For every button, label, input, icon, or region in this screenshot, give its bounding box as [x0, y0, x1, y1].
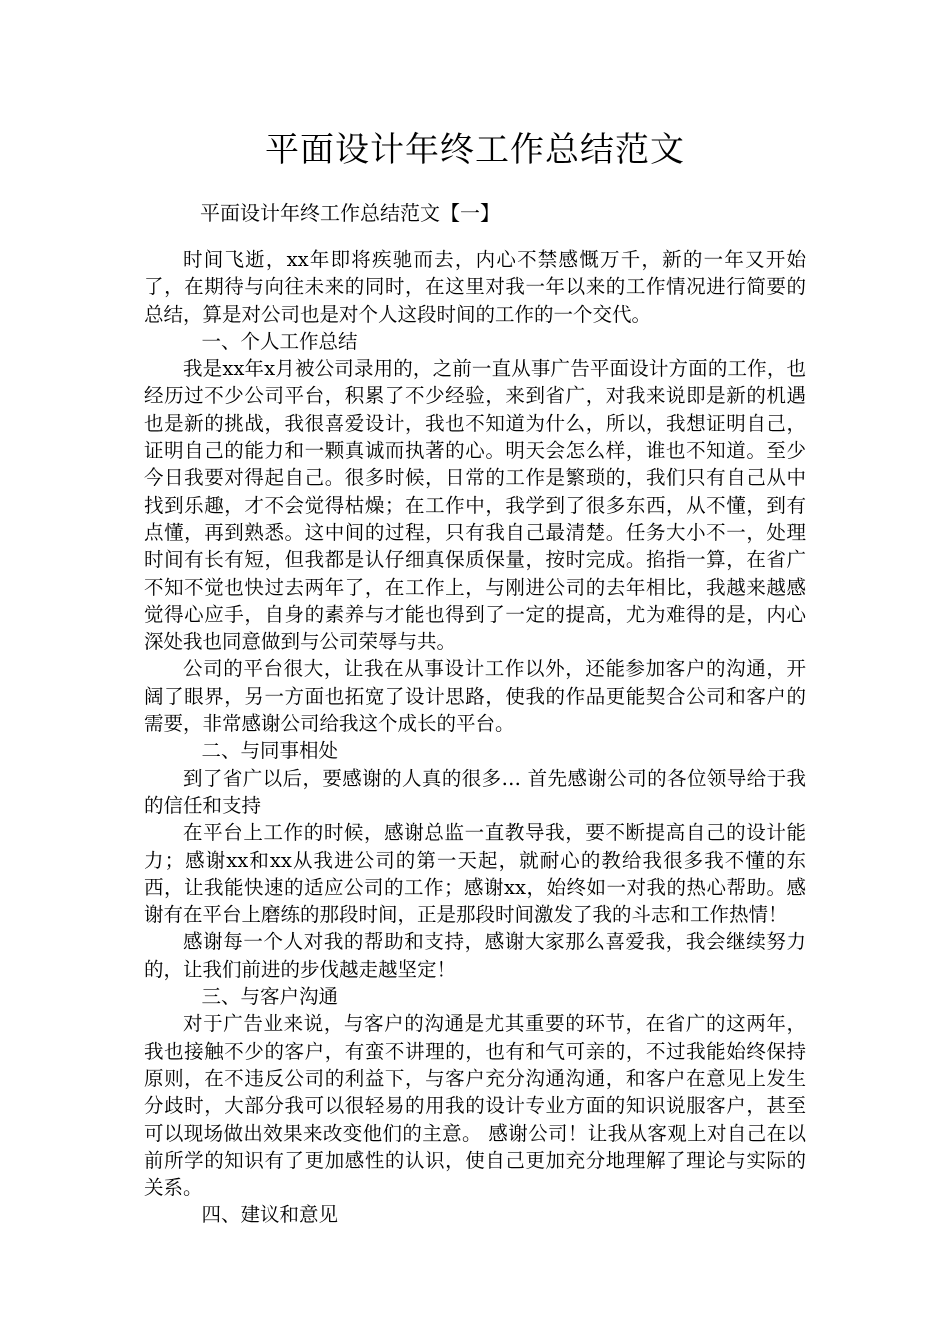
section-heading-personal-summary: 一、个人工作总结: [201, 329, 358, 353]
document-subtitle: 平面设计年终工作总结范文【一】: [200, 201, 500, 225]
section-heading-suggestions: 四、建议和意见: [201, 1203, 339, 1227]
document-title: 平面设计年终工作总结范文: [265, 130, 685, 170]
paragraph-thanks-leaders: 到了省广以后，要感谢的人真的很多… 首先感谢公司的各位领导给于我的信任和支持: [144, 766, 806, 817]
section-heading-client-communication: 三、与客户沟通: [201, 985, 339, 1009]
paragraph-thanks-colleagues: 在平台上工作的时候，感谢总监一直教导我，要不断提高自己的设计能力；感谢xx和xx从我进公司的第一天起，就耐心的教给我很多我不懂的东西，让我能快速的适应公司的工作；感谢xx，始终如一对我的热心帮助。感谢有在平台上磨练的那段时间，正是那段时间激发了我的斗志和工作热情！: [144, 821, 806, 927]
paragraph-thanks-everyone: 感谢每一个人对我的帮助和支持，感谢大家那么喜爱我，我会继续努力的，让我们前进的步伐越走越坚定！: [144, 930, 806, 981]
document-body: [144, 246, 806, 1229]
paragraph-intro: 时间飞逝，xx年即将疾驰而去，内心不禁感慨万千，新的一年又开始了，在期待与向往未来的同时，在这里对我一年以来的工作情况进行简要的总结，算是对公司也是对个人这段时间的工作的一个交代。: [144, 248, 806, 326]
paragraph-personal-summary: 我是xx年x月被公司录用的，之前一直从事广告平面设计方面的工作，也经历过不少公司平台，积累了不少经验，来到省广，对我来说即是新的机遇也是新的挑战，我很喜爱设计，我也不知道为什么，所以，我想证明自己，证明自己的能力和一颗真诚而执著的心。明天会怎么样，谁也不知道。至少今日我要对得起自己。很多时候，日常的工作是繁琐的，我们只有自己从中找到乐趣，才不会觉得枯燥；在工作中，我学到了很多东西，从不懂，到有点懂，再到熟悉。这中间的过程，只有我自己最清楚。任务大小不一，处理时间有长有短，但我都是认仔细真保质保量，按时完成。掐指一算，在省广不知不觉也快过去两年了，在工作上，与刚进公司的去年相比，我越来越感觉得心应手，自身的素养与才能也得到了一定的提高，尤为难得的是，内心深处我也同意做到与公司荣辱与共。: [144, 357, 806, 654]
section-heading-colleagues: 二、与同事相处: [201, 739, 339, 763]
paragraph-client-communication: 对于广告业来说，与客户的沟通是尤其重要的环节，在省广的这两年，我也接触不少的客户，有蛮不讲理的，也有和气可亲的，不过我能始终保持原则，在不违反公司的利益下，与客户充分沟通沟通，和客户在意见上发生分歧时，大部分我可以很轻易的用我的设计专业方面的知识说服客户，甚至可以现场做出效果来改变他们的主意。 感谢公司！让我从客观上对自己在以前所学的知识有了更加感性的认识，使自己更加充分地理解了理论与实际的关系。: [144, 1012, 806, 1200]
paragraph-company-platform: 公司的平台很大，让我在从事设计工作以外，还能参加客户的沟通，开阔了眼界，另一方面也拓宽了设计思路，使我的作品更能契合公司和客户的需要，非常感谢公司给我这个成长的平台。: [144, 657, 806, 736]
